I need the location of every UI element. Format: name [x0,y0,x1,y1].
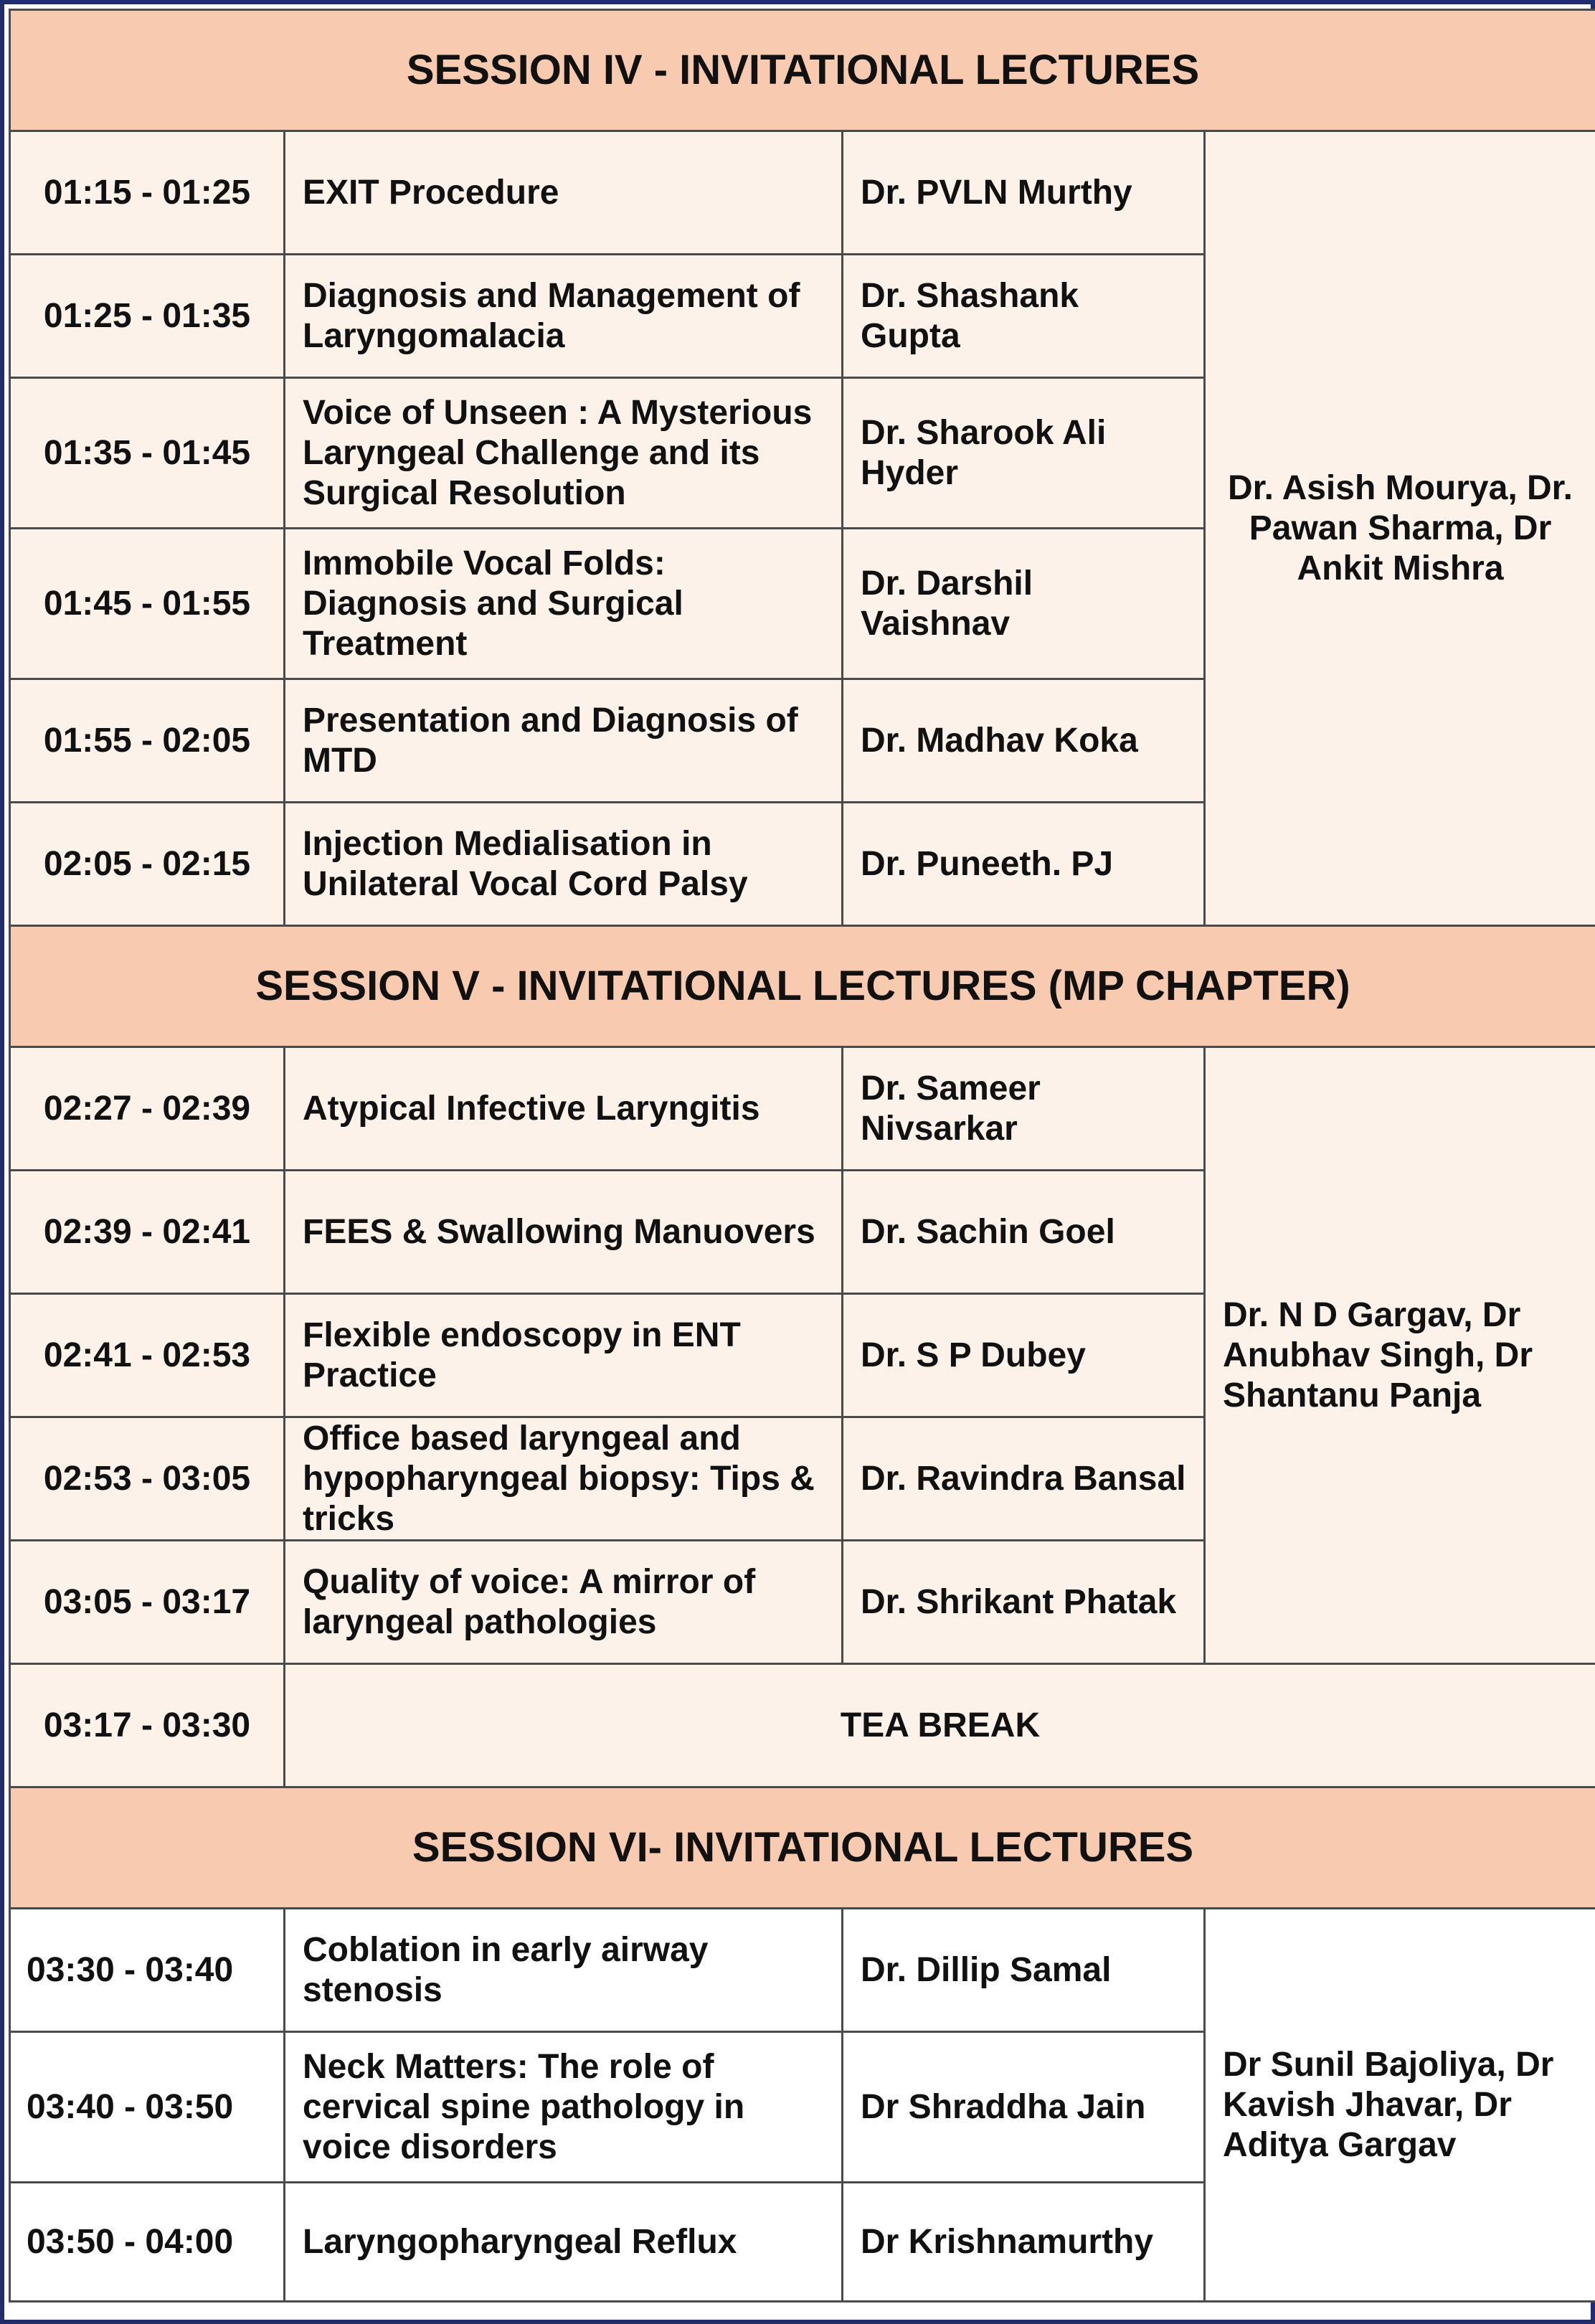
speaker-cell: Dr. Ravindra Bansal [843,1417,1205,1541]
topic-cell: FEES & Swallowing Manuovers [285,1171,843,1294]
time-cell: 02:39 - 02:41 [10,1171,285,1294]
topic-cell: Laryngopharyngeal Reflux [285,2183,843,2302]
session-title: SESSION VI- INVITATIONAL LECTURES [10,1787,1595,1909]
speaker-cell: Dr. Darshil Vaishnav [843,529,1205,679]
speaker-cell: Dr. Sachin Goel [843,1171,1205,1294]
time-cell: 03:40 - 03:50 [10,2032,285,2183]
speaker-cell: Dr. PVLN Murthy [843,131,1205,255]
tea-break-row [10,1664,1595,1787]
speaker-cell: Dr. Dillip Samal [843,1909,1205,2032]
session-title: SESSION IV - INVITATIONAL LECTURES [10,10,1595,131]
time-cell: 01:25 - 01:35 [10,255,285,378]
topic-cell: Atypical Infective Laryngitis [285,1047,843,1171]
time-cell: 01:15 - 01:25 [10,131,285,255]
time-cell: 01:55 - 02:05 [10,679,285,803]
speaker-cell: Dr Krishnamurthy [843,2183,1205,2302]
time-cell: 03:30 - 03:40 [10,1909,285,2032]
topic-cell: Office based laryngeal and hypopharyngeal biopsy: Tips & tricks [285,1417,843,1541]
topic-cell: EXIT Procedure [285,131,843,255]
chairpersons-cell: Dr. Asish Mourya, Dr. Pawan Sharma, Dr Ankit Mishra [1205,131,1595,926]
topic-cell: Quality of voice: A mirror of laryngeal pathologies [285,1541,843,1664]
time-cell: 03:50 - 04:00 [10,2183,285,2302]
time-cell: 02:27 - 02:39 [10,1047,285,1171]
topic-cell: Voice of Unseen : A Mysterious Laryngeal Challenge and its Surgical Resolution [285,378,843,529]
speaker-cell: Dr. Sameer Nivsarkar [843,1047,1205,1171]
speaker-cell: Dr. Shashank Gupta [843,255,1205,378]
topic-cell: Neck Matters: The role of cervical spine pathology in voice disorders [285,2032,843,2183]
topic-cell: Coblation in early airway stenosis [285,1909,843,2032]
time-cell: 02:41 - 02:53 [10,1294,285,1417]
speaker-cell: Dr Shraddha Jain [843,2032,1205,2183]
topic-cell: Presentation and Diagnosis of MTD [285,679,843,803]
topic-cell: Diagnosis and Management of Laryngomalacia [285,255,843,378]
session-iv [10,10,1595,926]
table-row [10,131,1595,255]
time-cell: 01:45 - 01:55 [10,529,285,679]
table-row [10,1047,1595,1171]
chairpersons-cell: Dr Sunil Bajoliya, Dr Kavish Jhavar, Dr Aditya Gargav [1205,1909,1595,2302]
session-vi [10,1787,1595,2302]
program-table [9,9,1595,2302]
topic-cell: Flexible endoscopy in ENT Practice [285,1294,843,1417]
session-v [10,926,1595,1787]
time-cell: 02:53 - 03:05 [10,1417,285,1541]
time-cell: 02:05 - 02:15 [10,803,285,926]
speaker-cell: Dr. Sharook Ali Hyder [843,378,1205,529]
topic-cell: Injection Medialisation in Unilateral Vocal Cord Palsy [285,803,843,926]
table-row [10,1909,1595,2032]
chairpersons-cell: Dr. N D Gargav, Dr Anubhav Singh, Dr Shantanu Panja [1205,1047,1595,1664]
speaker-cell: Dr. Madhav Koka [843,679,1205,803]
time-cell: 03:05 - 03:17 [10,1541,285,1664]
time-cell: 01:35 - 01:45 [10,378,285,529]
session-title: SESSION V - INVITATIONAL LECTURES (MP CHAPTER) [10,926,1595,1047]
speaker-cell: Dr. Puneeth. PJ [843,803,1205,926]
speaker-cell: Dr. S P Dubey [843,1294,1205,1417]
topic-cell: Immobile Vocal Folds: Diagnosis and Surgical Treatment [285,529,843,679]
tea-break-label: TEA BREAK [285,1664,1595,1787]
speaker-cell: Dr. Shrikant Phatak [843,1541,1205,1664]
time-cell: 03:17 - 03:30 [10,1664,285,1787]
